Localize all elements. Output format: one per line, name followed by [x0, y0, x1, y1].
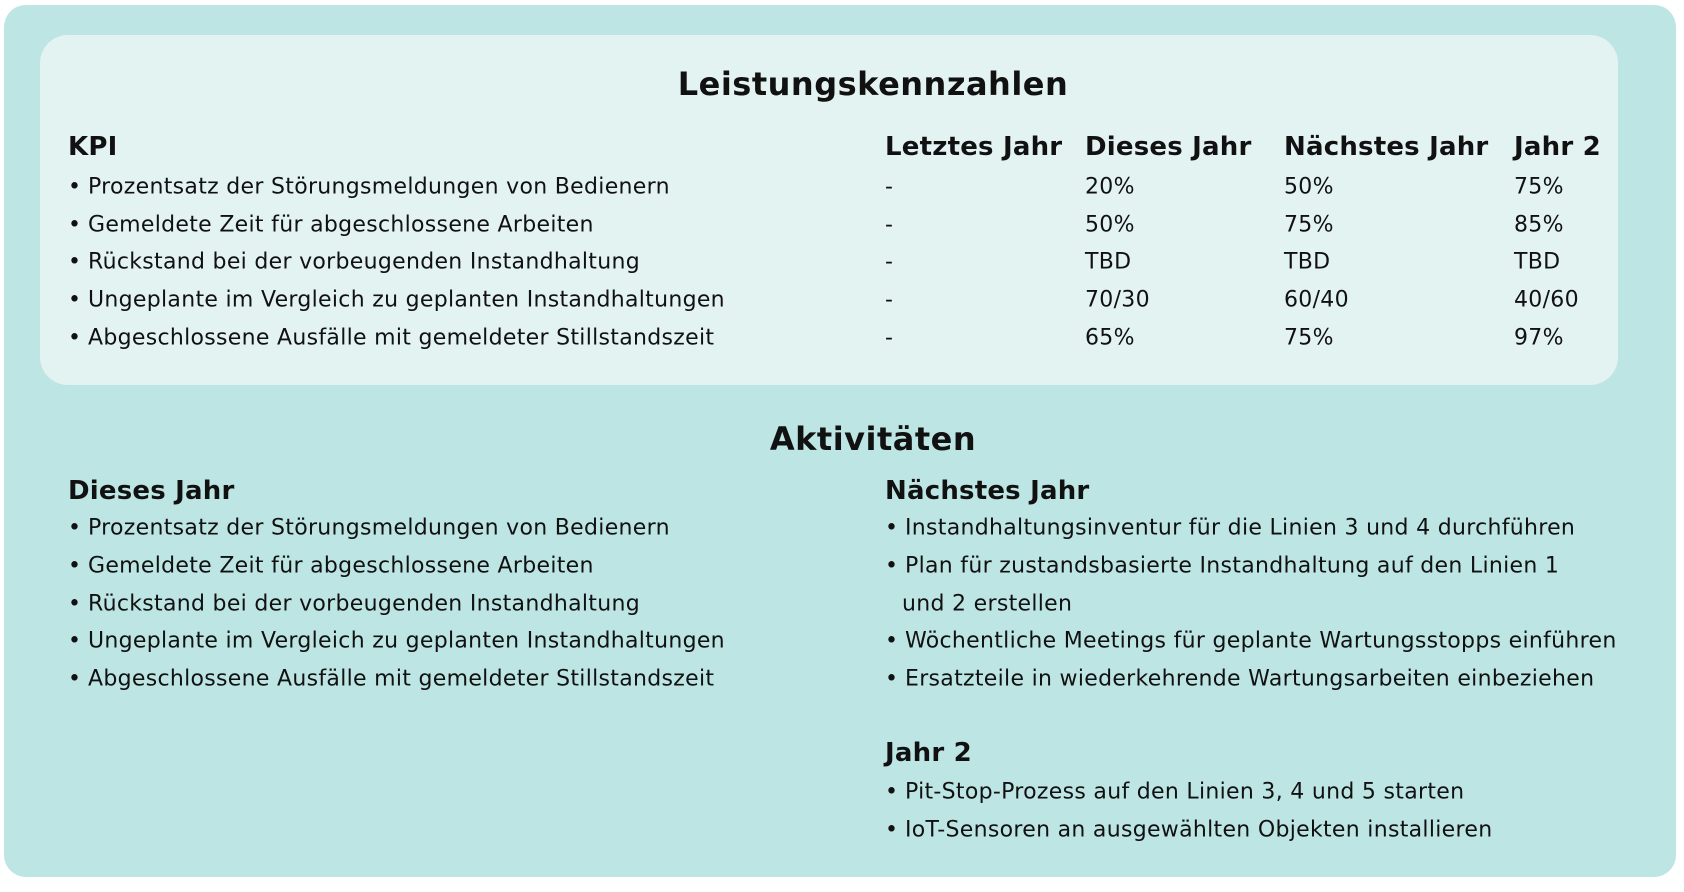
kpi-row-label: • Ungeplante im Vergleich zu geplanten Instandhaltungen: [68, 288, 725, 313]
kpi-cell-last-year: -: [885, 174, 894, 200]
list-item: • Abgeschlossene Ausfälle mit gemeldeter Stillstandszeit: [68, 667, 714, 692]
this-year-heading: Dieses Jahr: [68, 476, 235, 506]
kpi-cell-this-year: 70/30: [1085, 287, 1150, 313]
list-item: • IoT-Sensoren an ausgewählten Objekten installieren: [885, 818, 1492, 843]
kpi-cell-year2: TBD: [1514, 249, 1561, 275]
list-item: • Ersatzteile in wiederkehrende Wartungsarbeiten einbeziehen: [885, 667, 1594, 692]
column-header-this-year: Dieses Jahr: [1085, 132, 1252, 162]
kpi-row-label: • Abgeschlossene Ausfälle mit gemeldeter Stillstandszeit: [68, 326, 714, 351]
list-item: • Plan für zustandsbasierte Instandhaltung auf den Linien 1: [885, 554, 1559, 579]
kpi-cell-this-year: 65%: [1085, 325, 1135, 351]
list-item: • Prozentsatz der Störungsmeldungen von Bedienern: [68, 516, 670, 541]
kpi-cell-this-year: 20%: [1085, 174, 1135, 200]
kpi-cell-next-year: 50%: [1284, 174, 1334, 200]
activities-title: Aktivitäten: [769, 420, 977, 458]
list-item: • Gemeldete Zeit für abgeschlossene Arbeiten: [68, 554, 594, 579]
kpi-cell-next-year: 75%: [1284, 325, 1334, 351]
kpi-row-label: • Gemeldete Zeit für abgeschlossene Arbeiten: [68, 213, 594, 238]
kpi-title: Leistungskennzahlen: [677, 65, 1069, 103]
list-item: • Wöchentliche Meetings für geplante Wartungsstopps einführen: [885, 629, 1617, 654]
kpi-cell-year2: 40/60: [1514, 287, 1579, 313]
kpi-cell-this-year: 50%: [1085, 212, 1135, 238]
kpi-row-label: • Rückstand bei der vorbeugenden Instandhaltung: [68, 250, 640, 275]
column-header-last-year: Letztes Jahr: [885, 132, 1063, 162]
kpi-cell-year2: 85%: [1514, 212, 1564, 238]
kpi-cell-last-year: -: [885, 249, 894, 275]
year2-heading: Jahr 2: [885, 738, 972, 768]
column-header-next-year: Nächstes Jahr: [1284, 132, 1489, 162]
next-year-heading: Nächstes Jahr: [885, 476, 1090, 506]
kpi-cell-year2: 75%: [1514, 174, 1564, 200]
list-item: • Rückstand bei der vorbeugenden Instandhaltung: [68, 592, 640, 617]
kpi-cell-this-year: TBD: [1085, 249, 1132, 275]
kpi-cell-last-year: -: [885, 325, 894, 351]
kpi-row-label: • Prozentsatz der Störungsmeldungen von Bedienern: [68, 175, 670, 200]
kpi-cell-last-year: -: [885, 287, 894, 313]
kpi-cell-next-year: 60/40: [1284, 287, 1349, 313]
list-item-continuation: und 2 erstellen: [902, 591, 1073, 617]
column-header-year2: Jahr 2: [1514, 132, 1601, 162]
kpi-cell-next-year: 75%: [1284, 212, 1334, 238]
kpi-cell-year2: 97%: [1514, 325, 1564, 351]
list-item: • Instandhaltungsinventur für die Linien 3 und 4 durchführen: [885, 516, 1575, 541]
kpi-cell-next-year: TBD: [1284, 249, 1331, 275]
list-item: • Pit-Stop-Prozess auf den Linien 3, 4 und 5 starten: [885, 780, 1464, 805]
column-header-kpi: KPI: [68, 132, 118, 162]
list-item: • Ungeplante im Vergleich zu geplanten Instandhaltungen: [68, 629, 725, 654]
kpi-cell-last-year: -: [885, 212, 894, 238]
